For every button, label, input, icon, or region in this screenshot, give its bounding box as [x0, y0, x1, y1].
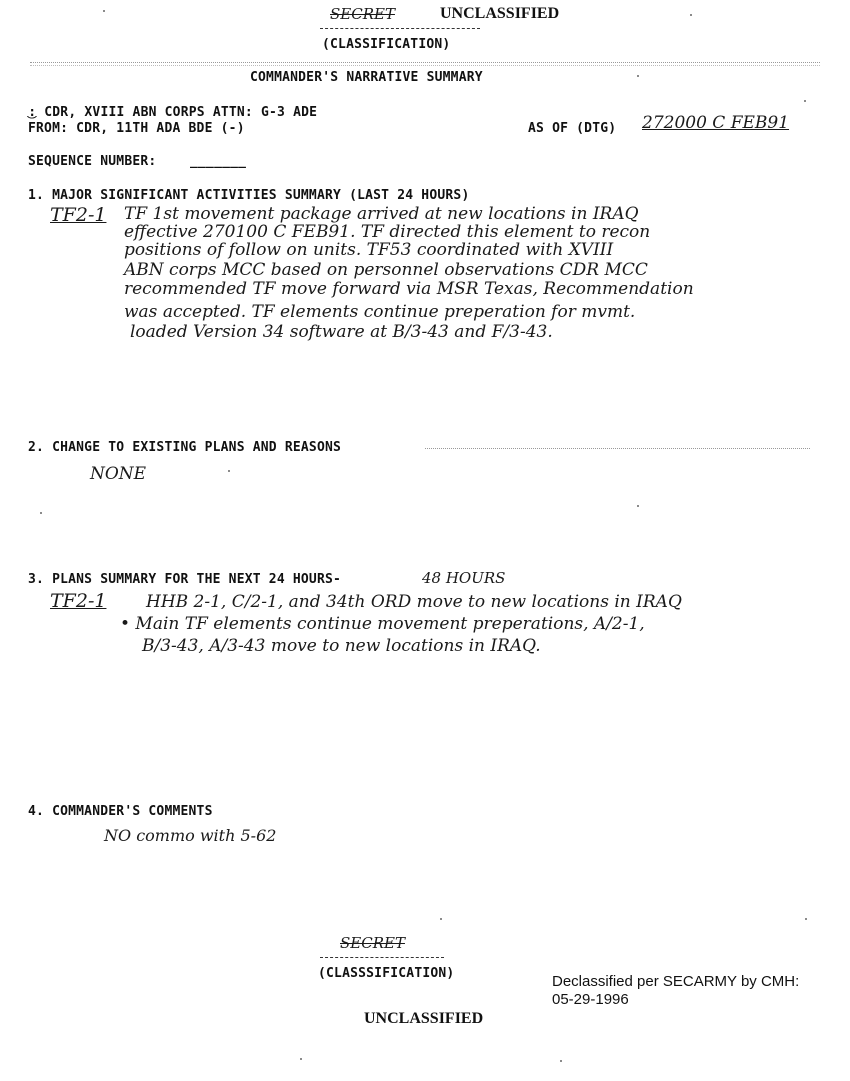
- top-secret-stamp-struck: SECRET: [330, 5, 395, 23]
- section1-unit-tag: TF2-1: [50, 204, 107, 226]
- scan-speck: [440, 918, 442, 920]
- top-classification-rule: [320, 28, 480, 29]
- section4-heading: 4. COMMANDER'S COMMENTS: [28, 804, 213, 819]
- from-line: FROM: CDR, 11TH ADA BDE (-): [28, 121, 245, 136]
- to-line: ͜: CDR, XVIII ABN CORPS ATTN: G-3 ADE: [28, 105, 318, 120]
- section1-line-1: TF 1st movement package arrived at new locations in IRAQ: [124, 204, 639, 224]
- section3-line-2: • Main TF elements continue movement preperations, A/2-1,: [120, 614, 645, 634]
- scan-artifact-line-2: [30, 65, 820, 66]
- dtg-value: 272000 C FEB91: [642, 113, 790, 133]
- scan-speck: [560, 1060, 562, 1062]
- scan-speck: [804, 100, 806, 102]
- section1-line-7: loaded Version 34 software at B/3-43 and F/3-43.: [130, 322, 553, 342]
- section2-heading: 2. CHANGE TO EXISTING PLANS AND REASONS: [28, 440, 342, 455]
- section2-entry: NONE: [90, 464, 147, 484]
- section3-heading-handwritten: 48 HOURS: [422, 569, 506, 587]
- top-unclassified-stamp: UNCLASSIFIED: [440, 5, 560, 22]
- scan-artifact-line: [30, 62, 820, 63]
- scan-speck: [228, 470, 230, 472]
- sequence-number-blank: _______: [190, 154, 247, 169]
- section2-scan-trail: [425, 448, 810, 449]
- scan-speck: [637, 505, 639, 507]
- section1-heading: 1. MAJOR SIGNIFICANT ACTIVITIES SUMMARY (LAST 24 HOURS): [28, 188, 470, 203]
- top-classification-label: (CLASSIFICATION): [322, 37, 451, 52]
- section3-heading: 3. PLANS SUMMARY FOR THE NEXT 24 HOURS-: [28, 572, 342, 587]
- section1-line-4: ABN corps MCC based on personnel observations CDR MCC: [124, 260, 648, 280]
- section3-unit-tag: TF2-1: [50, 590, 107, 612]
- scan-speck: [637, 75, 639, 77]
- scan-speck: [805, 918, 807, 920]
- section4-entry: NO commo with 5-62: [104, 826, 277, 845]
- bottom-classification-rule: [320, 957, 444, 958]
- sequence-number-label: SEQUENCE NUMBER:: [28, 154, 157, 169]
- scan-speck: [103, 10, 105, 12]
- scan-speck: [40, 512, 42, 514]
- section3-line-3: B/3-43, A/3-43 move to new locations in IRAQ.: [142, 636, 541, 656]
- section1-line-5: recommended TF move forward via MSR Texas, Recommendation: [124, 279, 694, 299]
- section1-line-3: positions of follow on units. TF53 coordinated with XVIII: [124, 240, 614, 260]
- scan-speck: [690, 14, 692, 16]
- declassified-note-line-1: Declassified per SECARMY by CMH:: [552, 973, 800, 990]
- declassified-note-line-2: 05-29-1996: [552, 991, 629, 1008]
- bottom-classification-label: (CLASSSIFICATION): [318, 966, 455, 981]
- document-title: COMMANDER'S NARRATIVE SUMMARY: [250, 70, 483, 85]
- bottom-secret-stamp-struck: SECRET: [340, 934, 405, 952]
- as-of-label: AS OF (DTG): [528, 121, 617, 136]
- section1-line-2: effective 270100 C FEB91. TF directed this element to recon: [124, 222, 651, 242]
- section1-line-6: was accepted. TF elements continue preperation for mvmt.: [124, 302, 636, 322]
- scan-speck: [300, 1058, 302, 1060]
- section3-line-1: HHB 2-1, C/2-1, and 34th ORD move to new locations in IRAQ: [146, 592, 682, 612]
- bottom-unclassified-stamp: UNCLASSIFIED: [364, 1010, 484, 1027]
